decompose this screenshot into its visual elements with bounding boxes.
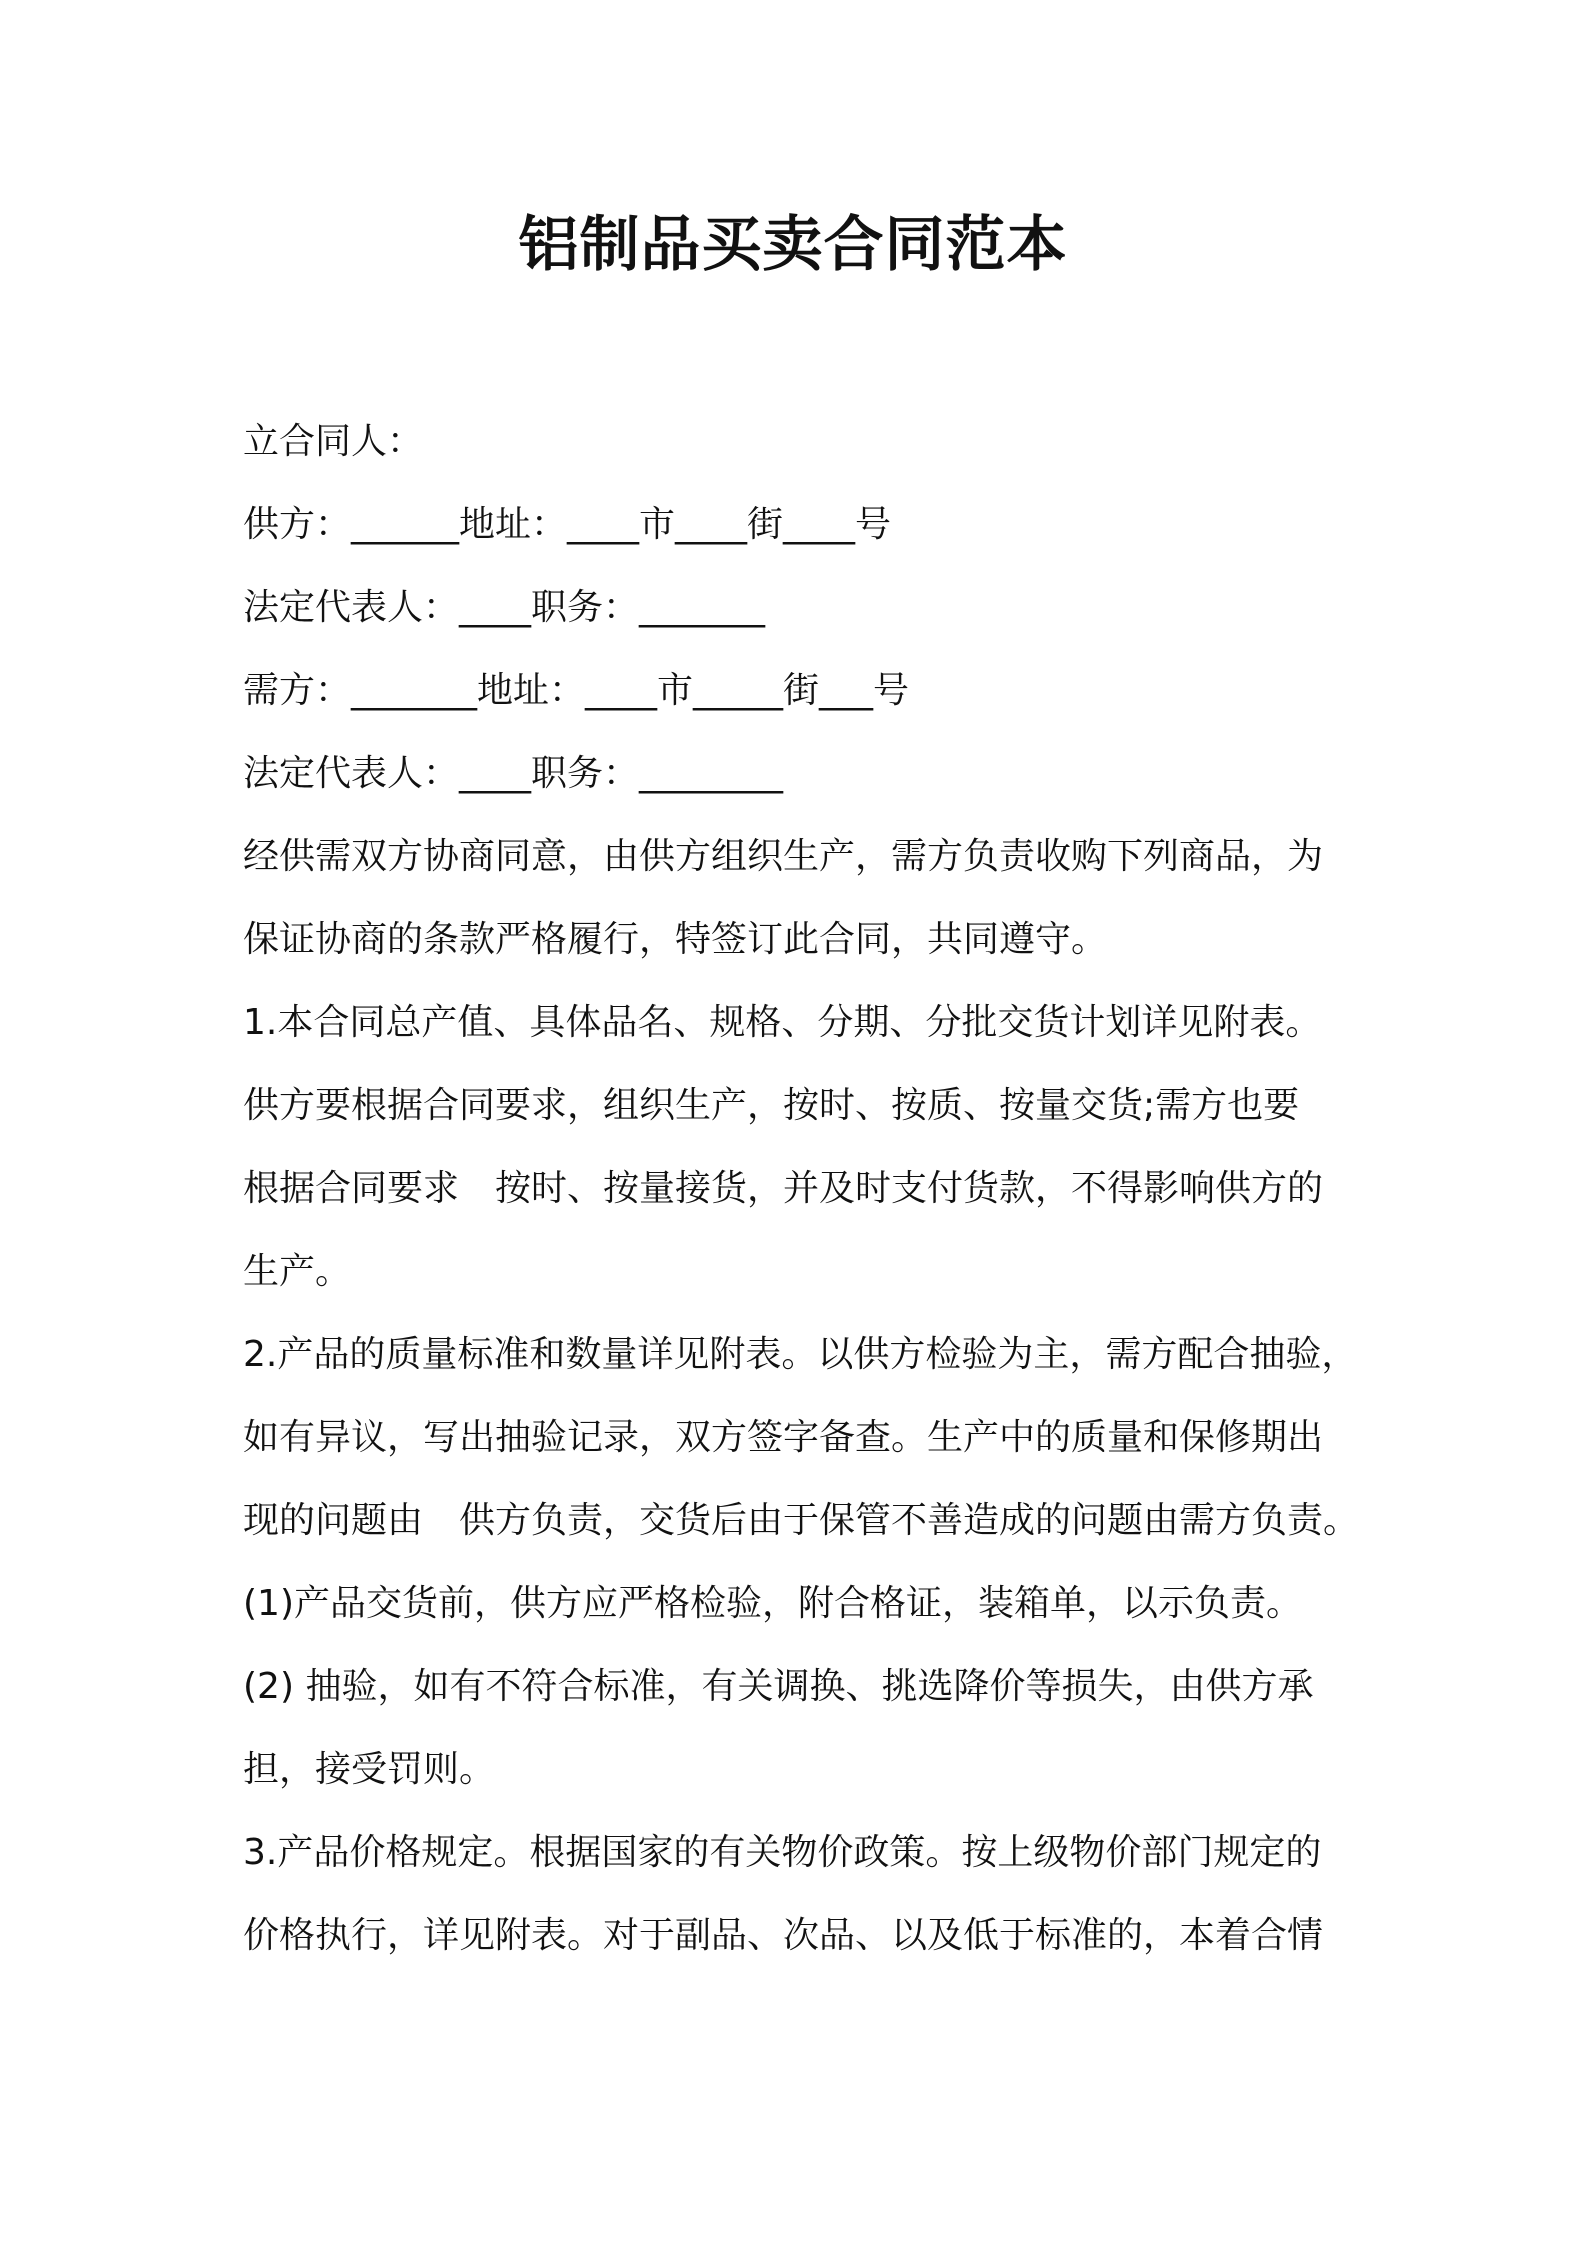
text-line: 生产。 (243, 1251, 352, 1292)
text-line: 根据合同要求 按时、按量接货，并及时支付货款，不得影响供方的 (243, 1168, 1324, 1209)
text-line: 1.本合同总产值、具体品名、规格、分期、分批交货计划详见附表。 (243, 1002, 1322, 1043)
text-line: 经供需双方协商同意，由供方组织生产，需方负责收购下列商品，为 (243, 836, 1324, 877)
text-line: 担，接受罚则。 (243, 1749, 496, 1790)
text-line: (1)产品交货前，供方应严格检验，附合格证，装箱单，以示负责。 (243, 1583, 1302, 1624)
text-line: 现的问题由 供方负责，交货后由于保管不善造成的问题由需方负责。 (243, 1500, 1360, 1541)
text-line: 法定代表人：____职务：________ (243, 753, 784, 794)
text-line: 立合同人： (243, 421, 424, 462)
text-line: (2) 抽验，如有不符合标准，有关调换、挑选降价等损失，由供方承 (243, 1666, 1314, 1707)
document-title: 铝制品买卖合同范本 (518, 210, 1068, 280)
text-line: 保证协商的条款严格履行，特签订此合同，共同遵守。 (243, 919, 1108, 960)
text-line: 供方：______地址：____市____街____号 (243, 504, 892, 545)
text-line: 如有异议，写出抽验记录，双方签字备查。生产中的质量和保修期出 (243, 1417, 1324, 1458)
text-line: 2.产品的质量标准和数量详见附表。以供方检验为主，需方配合抽验， (243, 1334, 1358, 1375)
text-line: 需方：_______地址：____市_____街___号 (243, 670, 910, 711)
text-line: 价格执行，详见附表。对于副品、次品、以及低于标准的，本着合情 (243, 1915, 1324, 1956)
text-line: 法定代表人：____职务：_______ (243, 587, 766, 628)
text-line: 3.产品价格规定。根据国家的有关物价政策。按上级物价部门规定的 (243, 1832, 1322, 1873)
text-line: 供方要根据合同要求，组织生产，按时、按质、按量交货;需方也要 (243, 1085, 1300, 1126)
contract-body (243, 400, 1383, 1977)
